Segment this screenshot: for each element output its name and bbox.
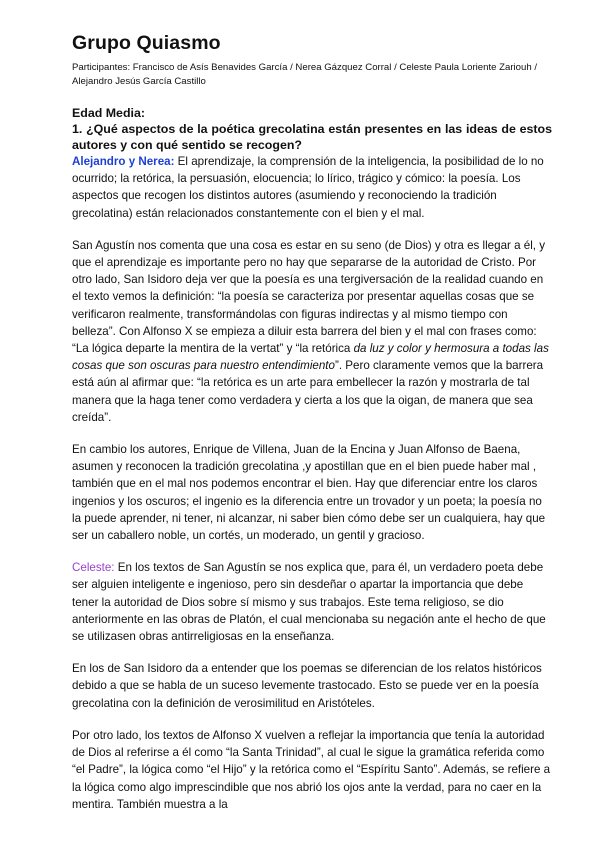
paragraph-2 — [72, 237, 552, 426]
question-heading: 1. ¿Qué aspectos de la poética grecolatina están presentes en las ideas de estos autores y con qué sentido se recogen? — [72, 122, 552, 152]
authors-line: Participantes: Francisco de Asís Benavides García / Nerea Gázquez Corral / Celeste Paula Loriente Zariouh / Alejandro Jesús García Castillo — [72, 62, 537, 87]
speaker-celeste: Celeste: — [72, 561, 115, 575]
paragraph-1-text: El aprendizaje, la comprensión de la inteligencia, la posibilidad de lo no ocurrido; la retórica, la persuasión, elocuencia; lo lírico, trágico y cómico: la poesía. Los aspectos que recogen los distintos autores (asumiendo y reconociendo la tradición grecolatina) están relacionados constantemente con el bien y el mal. — [72, 155, 544, 220]
paragraph-2-text-b: ”. Pero claramente vemos que la barrera está aún al afirmar que: “la retórica es un arte para embellecer la razón y mostrarla de tal manera que la haga tener como verdadera y cierta a los que la oigan, de manera que sea creída”. — [72, 359, 544, 424]
paragraph-3: En cambio los autores, Enrique de Villena, Juan de la Encina y Juan Alfonso de Baena, asumen y reconocen la tradición grecolatina ,y apostillan que en el bien puede haber mal , también que en el mal nos podemos encontrar el bien. Hay que diferenciar entre los claros ingenios y los oscuros; el ingenio es la diferencia entre un trovador y un poeta; la poesía no la puede aprender, ni tener, ni alcanzar, ni saber bien cómo debe ser un cualquiera, hay que ser un caballero noble, un cortés, un moderado, un gentil y gracioso. — [72, 443, 546, 543]
paragraph-5: En los de San Isidoro da a entender que los poemas se diferencian de los relatos históricos debido a que se habla de un suceso levemente trastocado. Esto se puede ver en la poesía grecolatina con la definición de verosimilitud en Aristóteles. — [72, 662, 542, 710]
paragraph-1 — [72, 153, 552, 222]
paragraph-2-text-a: San Agustín nos comenta que una cosa es estar en su seno (de Dios) y otra es llegar a él, y que el aprendizaje es importante pero no hay que separarse de la autoridad de Cristo. Por otro lado, San Isidoro deja ver que la poesía es una tergiversación de la realidad cuando en el texto vemos la definición: “la poesía se caracteriza por presentar aquellas cosas que se verificaron realmente, transformándolas con figuras indirectas y al mismo tiempo con belleza”. Con Alfonso X se empieza a diluir esta barrera del bien y el mal con frases como: “La lógica departe la mentira de la vertat” y “la retórica — [72, 238, 546, 356]
speaker-alejandro-nerea: Alejandro y Nerea: — [72, 155, 175, 168]
document-title: Grupo Quiasmo — [72, 32, 221, 54]
section-heading: Edad Media: — [72, 106, 145, 120]
paragraph-4 — [72, 559, 552, 645]
paragraph-6: Por otro lado, los textos de Alfonso X vuelven a reflejar la importancia que tenía la autoridad de Dios al referirse a él como “la Santa Trinidad”, al cual le sigue la gramática referida como “el Padre”, la lógica como “el Hijo” y la retórica como el “Espíritu Santo”. Además, se refiere a la lógica como algo imprescindible que nos abrió los ojos ante la verdad, para no caer en la mentira. También muestra a la — [72, 728, 551, 811]
paragraph-2-quote-italic: da luz y color y hermosura a todas las cosas que son oscuras para nuestro entendimiento — [72, 342, 549, 373]
paragraph-4-text: En los textos de San Agustín se nos explica que, para él, un verdadero poeta debe ser alguien inteligente e ingenioso, pero sin desdeñar o apartar la importancia que debe tener la autoridad de Dios sobre sí mismo y sus trabajos. Este tema religioso, se dio anteriormente en las obras de Platón, el cual mencionaba su negación ante el hecho de que se utilizasen obras antirreligiosas en la enseñanza. — [72, 561, 546, 644]
